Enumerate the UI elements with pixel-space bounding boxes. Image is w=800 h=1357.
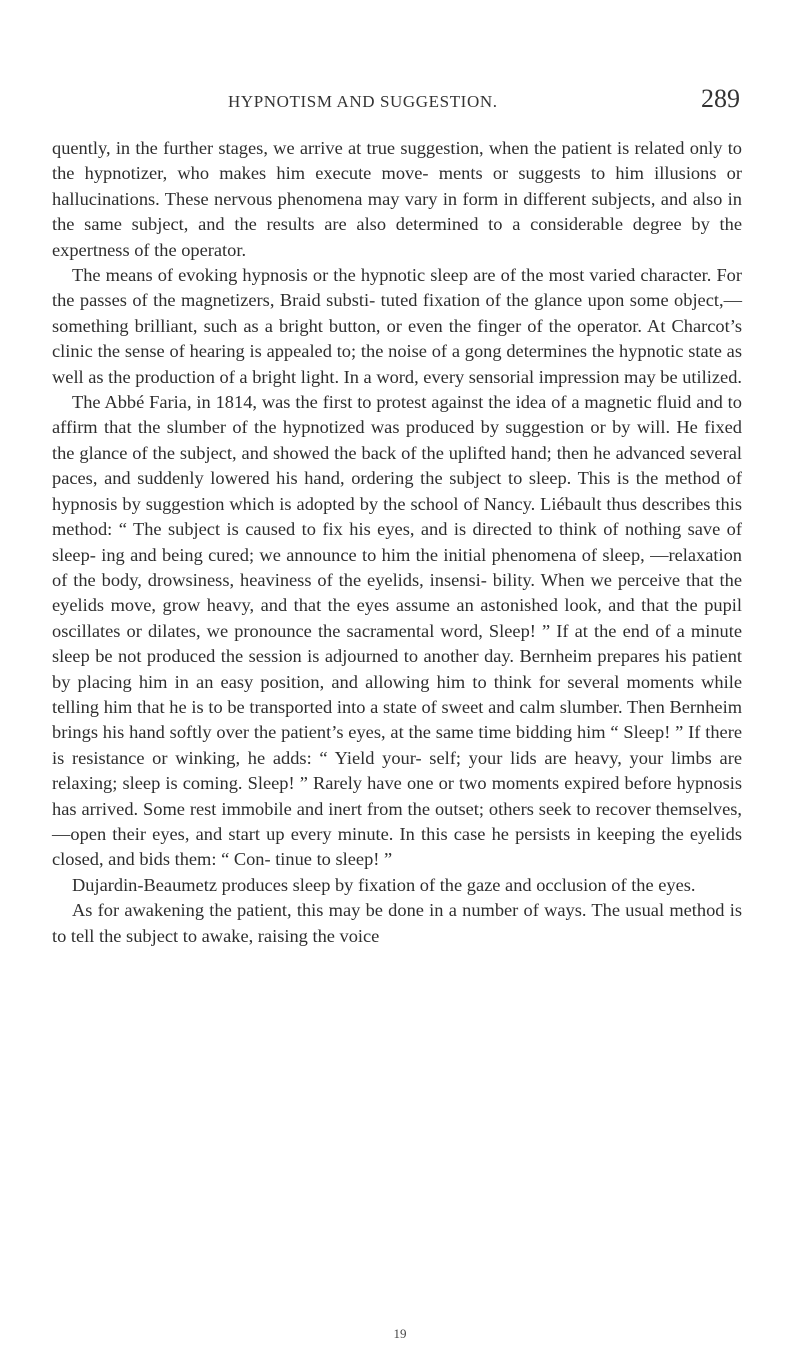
paragraph-2: The means of evoking hypnosis or the hypnotic sleep are of the most varied character. For the passes of the magnetizers, Braid substi- tuted fixation of the glance upon some object,—something brilliant, such as a bright button, or even the finger of the operator. At Charcot’s clinic the sense of hearing is appealed to; the noise of a gong determines the hypnotic state as well as the production of a bright light. In a word, every sensorial impression may be utilized. (52, 265, 742, 387)
paragraph-5: As for awakening the patient, this may be done in a number of ways. The usual method is to tell the subject to awake, raising the voice (52, 900, 742, 946)
paragraph-3: The Abbé Faria, in 1814, was the first to protest against the idea of a magnetic fluid and to affirm that the slumber of the hypnotized was produced by suggestion or by will. He fixed the glance of the subject, and showed the back of the uplifted hand; then he advanced several paces, and suddenly lowered his hand, ordering the subject to sleep. This is the method of hypnosis by suggestion which is adopted by the school of Nancy. Liébault thus describes this method: “ The subject is caused to fix his eyes, and is directed to think of nothing save of sleep- ing and being cured; we announce to him the initial phenomena of sleep, —relaxation of the body, drowsiness, heaviness of the eyelids, insensi- bility. When we perceive that the eyelids move, grow heavy, and that the eyes assume an astonished look, and that the pupil oscillates or dilates, we pronounce the sacramental word, Sleep! ” If at the end of a minute sleep be not produced the session is adjourned to another day. Bernheim prepares his patient by placing him in an easy position, and allowing him to think for several moments while telling him that he is to be transported into a state of sweet and calm slumber. Then Bernheim brings his hand softly over the patient’s eyes, at the same time bidding him “ Sleep! ” If there is resistance or winking, he adds: “ Yield your- self; your lids are heavy, your limbs are relaxing; sleep is coming. Sleep! ” Rarely have one or two moments expired before hypnosis has arrived. Some rest immobile and inert from the outset; others seek to recover themselves,—open their eyes, and start up every minute. In this case he persists in keeping the eyelids closed, and bids them: “ Con- tinue to sleep! ” (52, 392, 742, 870)
running-title: HYPNOTISM AND SUGGESTION. (228, 92, 498, 111)
paragraph-4: Dujardin-Beaumetz produces sleep by fixation of the gaze and occlusion of the eyes. (72, 874, 696, 895)
signature-mark: 19 (393, 1326, 407, 1341)
page-number: 289 (701, 84, 740, 113)
paragraph-1: quently, in the further stages, we arrive at true suggestion, when the patient is related only to the hypnotizer, who makes him execute move- ments or suggests to him illusions or hallucinations. These nervous phenomena may vary in form in different subjects, and also in the same subject, and the results are also determined to a considerable degree by the expertness of the operator. (52, 138, 742, 260)
body-text (52, 136, 742, 949)
running-head (200, 86, 740, 116)
